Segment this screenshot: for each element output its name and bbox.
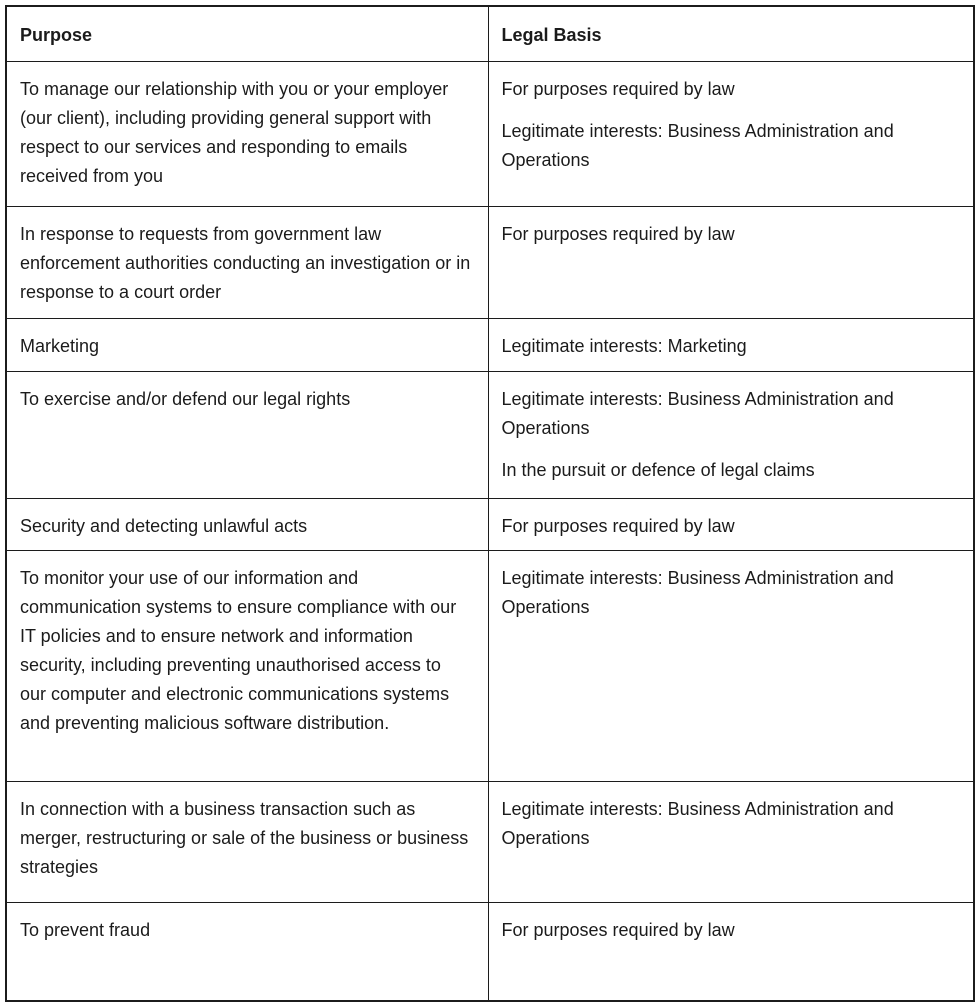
purpose-text: To manage our relationship with you or your employer (our client), including providing general support with respect to our services and responding to emails received from you [20,78,449,186]
purpose-text: Security and detecting unlawful acts [20,515,308,536]
table-row [6,206,974,318]
purpose-cell [6,781,488,902]
purpose-cell [6,61,488,206]
purpose-cell [6,550,488,781]
legal-basis-text: Legitimate interests: Business Administration and Operations [501,798,894,848]
legal-basis-cell [488,206,974,318]
purpose-cell [6,318,488,371]
legal-basis-text: Legitimate interests: Business Administration and Operations [501,120,894,170]
table-row [6,371,974,498]
table-row [6,550,974,781]
table-row [6,498,974,550]
table-row [6,318,974,371]
purpose-legal-basis-table [5,5,975,1002]
purpose-text: In response to requests from government law enforcement authorities conducting an investigation or in response to a court order [20,223,471,302]
legal-basis-text: For purposes required by law [501,223,735,244]
purpose-text: Marketing [20,335,100,356]
legal-basis-text: For purposes required by law [501,78,735,99]
purpose-text: To exercise and/or defend our legal rights [20,388,351,409]
legal-basis-cell [488,318,974,371]
legal-basis-text: For purposes required by law [501,515,735,536]
legal-basis-text: Legitimate interests: Marketing [501,335,747,356]
column-header-purpose: Purpose [6,6,488,61]
legal-basis-text: Legitimate interests: Business Administration and Operations [501,567,894,617]
legal-basis-text: Legitimate interests: Business Administration and Operations [501,388,894,438]
purpose-cell [6,498,488,550]
purpose-text: To monitor your use of our information and communication systems to ensure compliance with our IT policies and to ensure network and information security, including preventing unauthorised access to our computer and electronic communications systems and preventing malicious software distribution. [20,567,457,733]
table-header-row [6,6,974,61]
legal-basis-cell [488,498,974,550]
legal-basis-cell [488,371,974,498]
table-row [6,781,974,902]
legal-basis-cell [488,61,974,206]
legal-basis-cell [488,550,974,781]
table-row [6,61,974,206]
purpose-cell [6,371,488,498]
purpose-text: To prevent fraud [20,919,151,940]
purpose-text: In connection with a business transaction such as merger, restructuring or sale of the business or business strategies [20,798,469,877]
legal-basis-text: For purposes required by law [501,919,735,940]
legal-basis-cell [488,902,974,1001]
purpose-cell [6,206,488,318]
legal-basis-text: In the pursuit or defence of legal claims [501,459,815,480]
legal-basis-cell [488,781,974,902]
column-header-legal-basis: Legal Basis [488,6,974,61]
table-row [6,902,974,1001]
purpose-cell [6,902,488,1001]
